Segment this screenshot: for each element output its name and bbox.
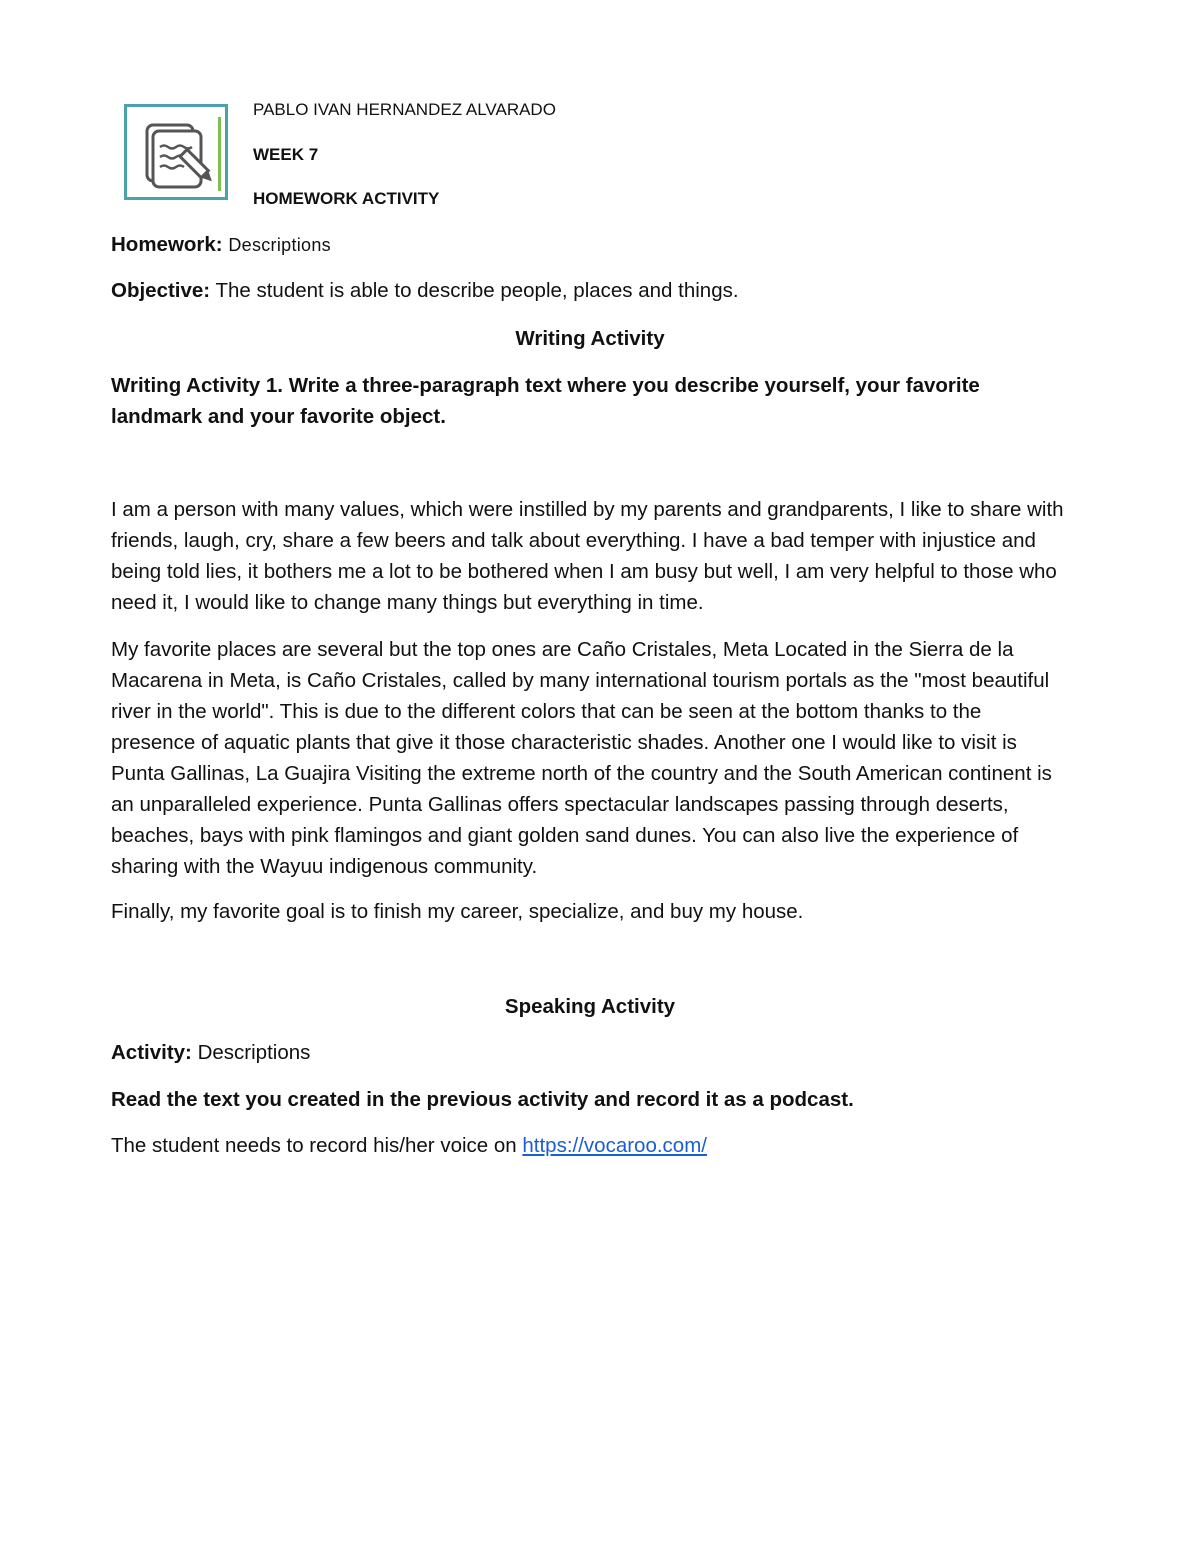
speaking-activity-line	[111, 1041, 310, 1065]
writing-activity-task: Writing Activity 1. Write a three-paragraph text where you describe yourself, your favorite landmark and your favorite object.	[111, 374, 980, 428]
paragraph-goal: Finally, my favorite goal is to finish my career, specialize, and buy my house.	[111, 900, 804, 923]
week-label: WEEK 7	[253, 145, 319, 164]
notepad-pencil-icon	[127, 107, 225, 197]
logo	[124, 104, 228, 200]
homework-value: Descriptions	[228, 235, 331, 255]
paragraph-places: My favorite places are several but the top ones are Caño Cristales, Meta Located in the Sierra de la Macarena in Meta, is Caño Cristales, called by many international tourism portals as the "most beautiful river in the world". This is due to the different colors that can be seen at the bottom thanks to the presence of aquatic plants that give it those characteristic shades. Another one I would like to visit is Punta Gallinas, La Guajira Visiting the extreme north of the country and the South American continent is an unparalleled experience. Punta Gallinas offers spectacular landscapes passing through deserts, beaches, bays with pink flamingos and giant golden sand dunes. You can also live the experience of sharing with the Wayuu indigenous community.	[111, 638, 1052, 878]
student-name: PABLO IVAN HERNANDEZ ALVARADO	[253, 100, 556, 119]
speaking-activity-label: Activity:	[111, 1041, 192, 1064]
record-line	[111, 1134, 707, 1158]
objective-value: The student is able to describe people, places and things.	[215, 279, 739, 302]
paragraph-self: I am a person with many values, which were instilled by my parents and grandparents, I like to share with friends, laugh, cry, share a few beers and talk about everything. I have a bad temper with injustice and being told lies, it bothers me a lot to be bothered when I am busy but well, I am very helpful to those who need it, I would like to change many things but everything in time.	[111, 498, 1064, 614]
speaking-activity-heading: Speaking Activity	[504, 995, 676, 1018]
record-text: The student needs to record his/her voice on	[111, 1134, 517, 1157]
writing-activity-heading: Writing Activity	[515, 327, 665, 350]
homework-line	[111, 233, 331, 257]
activity-type-label: HOMEWORK ACTIVITY	[253, 189, 440, 208]
objective-label: Objective:	[111, 279, 211, 302]
objective-line	[111, 279, 739, 303]
homework-label: Homework:	[111, 233, 223, 256]
vocaroo-link[interactable]: https://vocaroo.com/	[522, 1134, 707, 1157]
speaking-activity-value: Descriptions	[197, 1041, 311, 1064]
speaking-instruction: Read the text you created in the previous activity and record it as a podcast.	[111, 1088, 854, 1111]
